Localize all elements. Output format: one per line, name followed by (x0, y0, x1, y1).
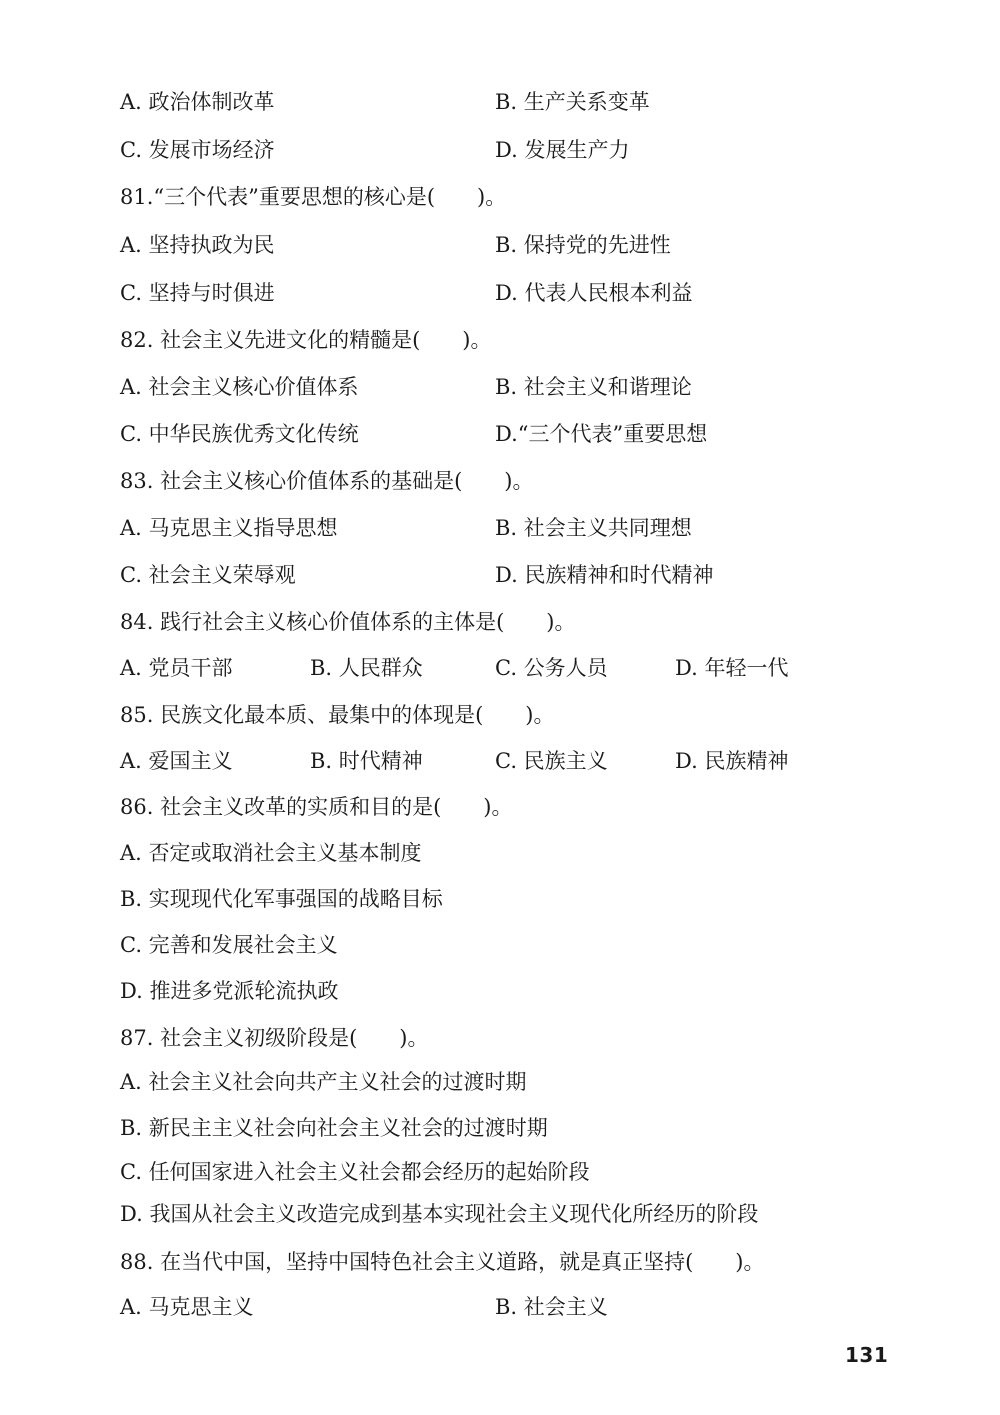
option-right: D. 代表人民根本利益 (495, 281, 693, 305)
option-line (120, 977, 940, 1005)
option-text: D. 推进多党派轮流执政 (120, 979, 339, 1003)
option-row (120, 514, 940, 542)
question-text: 87. 社会主义初级阶段是( )。 (120, 1026, 429, 1050)
question-stem (120, 467, 940, 495)
question-text: 83. 社会主义核心价值体系的基础是( )。 (120, 469, 534, 493)
question-text: 84. 践行社会主义核心价值体系的主体是( )。 (120, 610, 576, 634)
option-d: D. 年轻一代 (675, 656, 789, 680)
question-stem (120, 1248, 940, 1276)
option-text: B. 新民主主义社会向社会主义社会的过渡时期 (120, 1116, 548, 1140)
question-stem (120, 1024, 940, 1052)
option-left: A. 政治体制改革 (120, 90, 275, 114)
option-line (120, 1158, 940, 1186)
option-a: A. 爱国主义 (120, 749, 233, 773)
option-text: A. 否定或取消社会主义基本制度 (120, 841, 422, 865)
question-text: 82. 社会主义先进文化的精髓是( )。 (120, 328, 492, 352)
option-text: C. 完善和发展社会主义 (120, 933, 338, 957)
option-left: C. 中华民族优秀文化传统 (120, 422, 359, 446)
question-stem (120, 326, 940, 354)
question-text: 85. 民族文化最本质、最集中的体现是( )。 (120, 703, 555, 727)
option-right: B. 社会主义共同理想 (495, 516, 692, 540)
question-stem (120, 793, 940, 821)
option-row (120, 231, 940, 259)
question-stem (120, 608, 940, 636)
option-right: B. 社会主义和谐理论 (495, 375, 692, 399)
option-b: B. 时代精神 (310, 749, 423, 773)
option-left: A. 马克思主义 (120, 1295, 254, 1319)
option-line (120, 885, 940, 913)
option-line (120, 1068, 940, 1096)
option-line (120, 931, 940, 959)
option-text: A. 社会主义社会向共产主义社会的过渡时期 (120, 1070, 527, 1094)
option-row (120, 1293, 940, 1321)
question-text: 88. 在当代中国，坚持中国特色社会主义道路，就是真正坚持( )。 (120, 1250, 765, 1274)
option-left: C. 坚持与时俱进 (120, 281, 275, 305)
option-c: C. 公务人员 (495, 656, 608, 680)
question-stem (120, 183, 940, 211)
option-d: D. 民族精神 (675, 749, 789, 773)
option-a: A. 党员干部 (120, 656, 233, 680)
option-right: B. 保持党的先进性 (495, 233, 671, 257)
option-line (120, 1200, 940, 1228)
option-left: C. 发展市场经济 (120, 138, 275, 162)
option-row (120, 88, 940, 116)
option-row (120, 420, 940, 448)
option-right: D.“三个代表”重要思想 (495, 422, 708, 446)
option-row (120, 747, 940, 775)
option-text: D. 我国从社会主义改造完成到基本实现社会主义现代化所经历的阶段 (120, 1202, 759, 1226)
option-line (120, 839, 940, 867)
option-row (120, 561, 940, 589)
option-row (120, 373, 940, 401)
option-line (120, 1114, 940, 1142)
option-left: C. 社会主义荣辱观 (120, 563, 296, 587)
option-right: D. 民族精神和时代精神 (495, 563, 714, 587)
option-b: B. 人民群众 (310, 656, 423, 680)
option-row (120, 136, 940, 164)
option-c: C. 民族主义 (495, 749, 608, 773)
page-number: 131 (845, 1343, 889, 1367)
question-stem (120, 701, 940, 729)
option-text: B. 实现现代化军事强国的战略目标 (120, 887, 443, 911)
option-right: B. 生产关系变革 (495, 90, 650, 114)
option-left: A. 坚持执政为民 (120, 233, 275, 257)
option-row (120, 279, 940, 307)
option-row (120, 654, 940, 682)
option-right: B. 社会主义 (495, 1295, 608, 1319)
option-left: A. 马克思主义指导思想 (120, 516, 338, 540)
option-right: D. 发展生产力 (495, 138, 630, 162)
question-text: 81.“三个代表”重要思想的核心是( )。 (120, 185, 507, 209)
option-left: A. 社会主义核心价值体系 (120, 375, 359, 399)
question-text: 86. 社会主义改革的实质和目的是( )。 (120, 795, 513, 819)
option-text: C. 任何国家进入社会主义社会都会经历的起始阶段 (120, 1160, 590, 1184)
